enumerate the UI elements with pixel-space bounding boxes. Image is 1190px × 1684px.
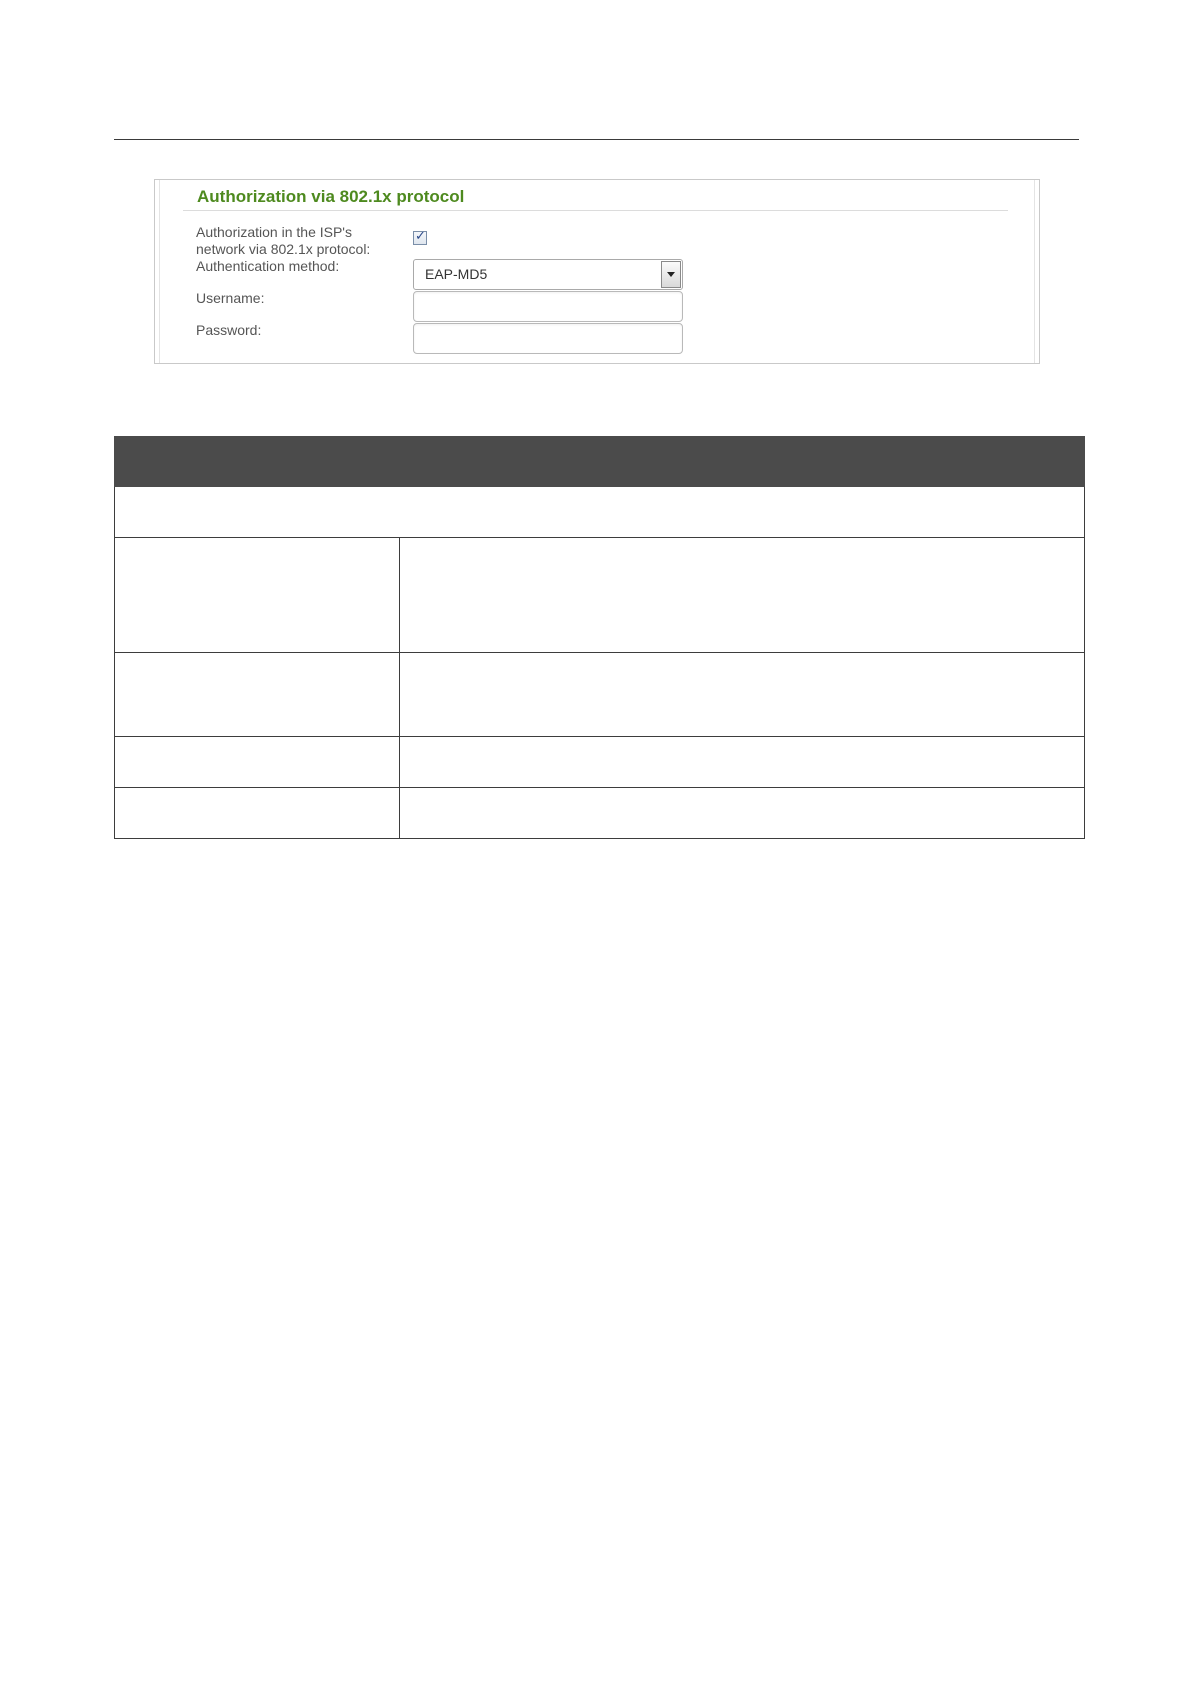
table-section-row <box>114 487 1085 538</box>
password-label: Password: <box>196 322 262 338</box>
table-cell-description <box>400 538 1084 652</box>
auth-isp-label-line2: network via 802.1x protocol: <box>196 241 371 257</box>
table-cell-description <box>400 653 1084 736</box>
panel-title-divider <box>183 210 1008 211</box>
table-row <box>114 788 1085 839</box>
page-header-rule <box>114 139 1079 140</box>
table-row <box>114 653 1085 737</box>
parameter-description-table <box>114 436 1085 839</box>
table-row <box>114 538 1085 653</box>
table-cell-parameter <box>115 788 400 838</box>
username-input[interactable] <box>413 291 683 322</box>
table-row <box>114 737 1085 788</box>
check-mark-icon: ✓ <box>415 229 426 244</box>
username-label: Username: <box>196 290 265 306</box>
panel-inner-border-right <box>1034 180 1035 363</box>
auth-method-selected-value: EAP-MD5 <box>425 266 488 282</box>
table-cell-description <box>400 788 1084 838</box>
auth-method-select[interactable] <box>413 259 683 290</box>
panel-title: Authorization via 802.1x protocol <box>197 187 465 206</box>
password-input[interactable] <box>413 323 683 354</box>
table-header <box>114 436 1085 487</box>
auth-method-label: Authentication method: <box>196 258 340 274</box>
table-cell-parameter <box>115 538 400 652</box>
dropdown-button[interactable] <box>661 261 681 288</box>
table-cell-description <box>400 737 1084 787</box>
auth-isp-label-line1: Authorization in the ISP's <box>196 224 352 240</box>
panel-inner-border-left <box>159 180 160 363</box>
chevron-down-icon <box>667 272 675 277</box>
authorization-panel <box>154 179 1040 364</box>
auth-isp-checkbox[interactable] <box>413 231 427 245</box>
table-cell-parameter <box>115 737 400 787</box>
table-cell-parameter <box>115 653 400 736</box>
